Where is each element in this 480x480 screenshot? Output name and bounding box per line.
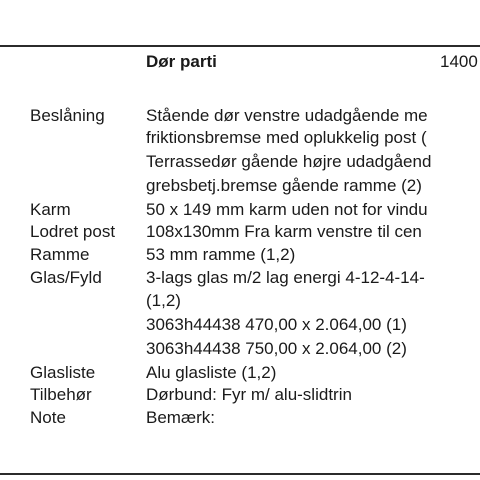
label-glasliste: Glasliste bbox=[30, 363, 96, 382]
value-line: friktionsbremse med oplukkelig post ( bbox=[146, 128, 427, 147]
value-line: 3063h44438 750,00 x 2.064,00 (2) bbox=[146, 339, 407, 358]
value-line: Bemærk: bbox=[146, 408, 215, 427]
value-line: (1,2) bbox=[146, 291, 181, 310]
value-line: grebsbetj.bremse gående ramme (2) bbox=[146, 176, 422, 195]
value-line: 50 x 149 mm karm uden not for vindu bbox=[146, 200, 428, 219]
value-line: 3-lags glas m/2 lag energi 4-12-4-14- bbox=[146, 268, 425, 287]
value-line: Alu glasliste (1,2) bbox=[146, 363, 277, 382]
value-line: Stående dør venstre udadgående me bbox=[146, 106, 428, 125]
label-ramme: Ramme bbox=[30, 245, 90, 264]
label-beslaaning: Beslåning bbox=[30, 106, 105, 125]
top-divider bbox=[0, 45, 480, 47]
label-note: Note bbox=[30, 408, 66, 427]
label-tilbehoer: Tilbehør bbox=[30, 385, 92, 404]
value-line: 3063h44438 470,00 x 2.064,00 (1) bbox=[146, 315, 407, 334]
label-glas-fyld: Glas/Fyld bbox=[30, 268, 102, 287]
bottom-divider bbox=[0, 473, 480, 475]
section-number: 1400 bbox=[440, 52, 478, 71]
value-line: Dørbund: Fyr m/ alu-slidtrin bbox=[146, 385, 352, 404]
value-line: 53 mm ramme (1,2) bbox=[146, 245, 296, 264]
section-title: Dør parti bbox=[146, 52, 217, 71]
label-karm: Karm bbox=[30, 200, 71, 219]
label-lodret-post: Lodret post bbox=[30, 222, 116, 241]
value-line: 108x130mm Fra karm venstre til cen bbox=[146, 222, 422, 241]
value-line: Terrassedør gående højre udadgåend bbox=[146, 152, 432, 171]
